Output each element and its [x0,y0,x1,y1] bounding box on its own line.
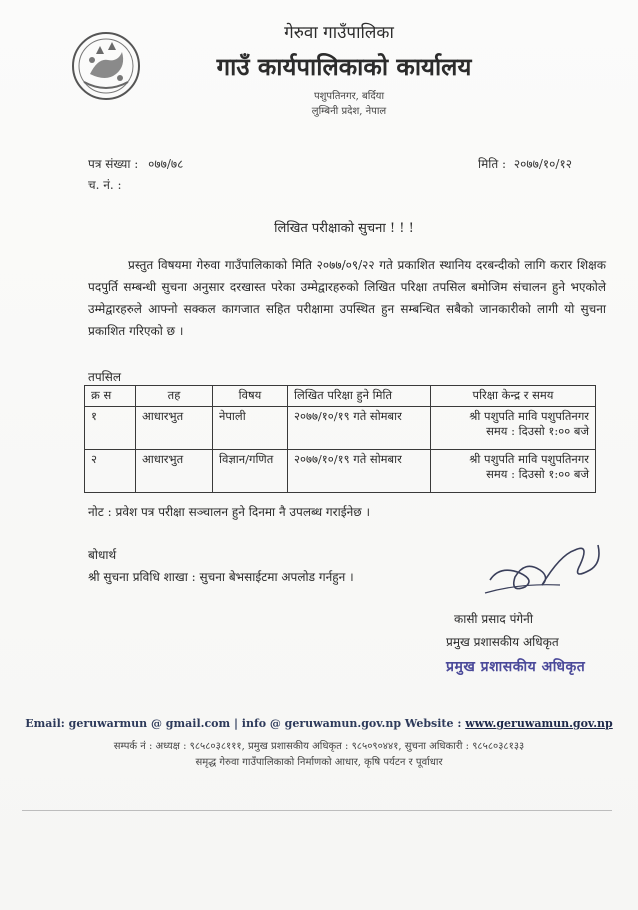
cell-center-name: श्री पशुपति मावि पशुपतिनगर [469,409,589,423]
cell-subject: नेपाली [213,407,288,450]
cell-center [431,450,596,493]
col-header-subject: विषय [213,386,288,407]
cell-center-name: श्री पशुपति मावि पशुपतिनगर [469,452,589,466]
cell-level: आधारभुत [136,407,213,450]
footer-email-line [0,717,638,730]
letter-date [478,155,572,172]
cell-sn: १ [85,407,136,450]
exam-schedule-table [84,385,596,493]
cell-center-time: समय : दिउसो १:०० बजे [486,424,589,438]
chalani-number: च. नं. : [88,178,122,192]
table-row [85,450,596,493]
table-row [85,407,596,450]
ref-number-label: पत्र संख्या : [88,157,139,171]
cell-date: २०७७/१०/१९ गते सोमबार [288,407,431,450]
office-province: लुम्बिनी प्रदेश, नेपाल [311,106,387,117]
cell-level: आधारभुत [136,450,213,493]
col-header-center: परिक्षा केन्द्र र समय [431,386,596,407]
cc-recipient: श्री सुचना प्रविधि शाखा : सुचना बेभसाईटमा अपलोड गर्नहुन । [88,570,354,584]
col-header-level: तह [136,386,213,407]
website-link[interactable]: www.geruwamun.gov.np [465,717,613,730]
col-header-date: लिखित परिक्षा हुने मिति [288,386,431,407]
col-header-sn: क्र स [85,386,136,407]
cell-center [431,407,596,450]
date-label: मिति : [478,157,507,171]
signature-icon [480,525,610,605]
letter-body-text: प्रस्तुत विषयमा गेरुवा गाउँपालिकाको मिति २०७७/०९/२२ गते प्रकाशित स्थानिय दरबन्दीको लागि करार शिक्षक पदपुर्ति सम्बन्धी सुचना अनुसार दरखास्त परेका उम्मेद्वारहरुको लिखित परिक्षा तपसिल बमोजिम संचालन हुने भएकोले उम्मेद्वारहरुले आफ्नो सक्कल कागजात सहित परीक्षामा उपस्थित हुन सम्बन्धित सबैको जानकारीको लागी यो सुचना प्रकाशित गरिएको छ । [88,258,606,338]
admit-card-note: नोट : प्रवेश पत्र परीक्षा सञ्चालन हुने दिनमा नै उपलब्ध गराईनेछ । [88,505,371,519]
cell-subject: विज्ञान/गणित [213,450,288,493]
schedule-heading: तपसिल [88,370,122,384]
footer-slogan: समृद्ध गेरुवा गाउँपालिकाको निर्माणको आधार, कृषि पर्यटन र पूर्वाधार [195,757,443,768]
letter-body [88,254,606,342]
cell-sn: २ [85,450,136,493]
date-value: २०७७/१०/१२ [513,157,572,171]
office-address: पशुपतिनगर, बर्दिया [313,91,385,102]
official-stamp: प्रमुख प्रशासकीय अधिकृत [446,659,586,675]
office-name: गाउँ कार्यपालिकाको कार्यालय [216,52,472,81]
ref-number-value: ०७७/७८ [148,157,184,171]
cell-center-time: समय : दिउसो १:०० बजे [486,467,589,481]
footer-email-text: Email: geruwarmun @ gmail.com | info @ geruwamun.gov.np Website : [25,717,462,730]
bottom-divider [22,810,612,811]
municipality-name: गेरुवा गाउँपालिका [284,23,394,43]
ref-number [88,155,183,172]
cell-date: २०७७/१०/१९ गते सोमबार [288,450,431,493]
footer-contact: सम्पर्क नं : अध्यक्ष : ९८५८०३८१११, प्रमुख प्रशासकीय अधिकृत : ९८५०९०४४१, सुचना अधिकारी : ९८५८०३८१३३ [113,741,525,752]
signer-title: प्रमुख प्रशासकीय अधिकृत [446,635,559,649]
table-header-row [85,386,596,407]
letter-subject: लिखित परीक्षाको सुचना ! ! ! [274,221,414,236]
signer-name: कासी प्रसाद पंगेनी [454,612,533,626]
cc-label: बोधार्थ [88,548,117,562]
